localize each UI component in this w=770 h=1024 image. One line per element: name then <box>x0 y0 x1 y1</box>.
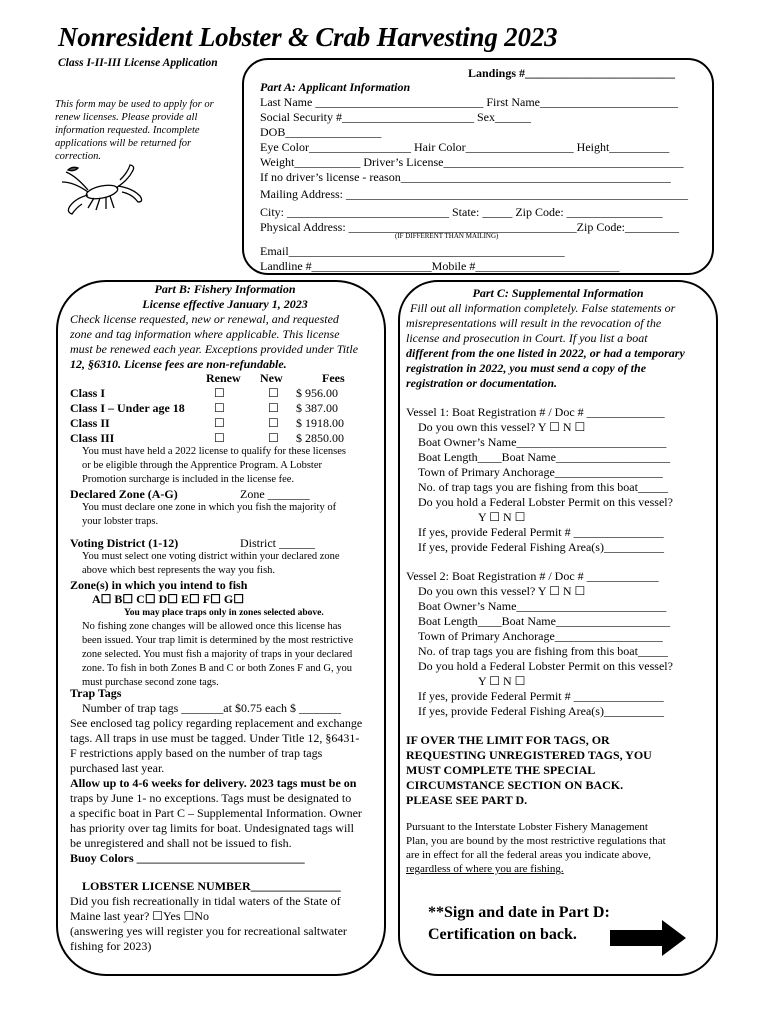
vessel2-federal-area-field[interactable]: If yes, provide Federal Fishing Area(s)__________ <box>418 704 664 718</box>
fees-header: Fees <box>322 371 345 385</box>
class-i-under18-new-checkbox[interactable]: ☐ <box>268 401 279 415</box>
no-license-reason-field[interactable]: If no driver’s license - reason_____________________________________________ <box>260 170 671 184</box>
class-i-label: Class I <box>70 386 106 400</box>
vessel2-length-name-field[interactable]: Boat Length____Boat Name___________________ <box>418 614 670 628</box>
ssn-sex-field[interactable]: Social Security #______________________ Sex______ <box>260 110 531 124</box>
zones-note: You may place traps only in zones selected above. <box>124 608 324 618</box>
arrow-right-icon <box>608 918 688 958</box>
class-iii-fee: $ 2850.00 <box>296 431 344 445</box>
city-state-zip-field[interactable]: City: ___________________________ State: _____ Zip Code: ________________ <box>260 205 663 219</box>
prior-license-note-2: or be eligible through the Apprentice Program. A Lobster <box>82 460 322 471</box>
vessel1-registration-field[interactable]: Vessel 1: Boat Registration # / Doc # _____________ <box>406 405 665 419</box>
voting-note-2: above which best represents the way you fish. <box>82 565 276 576</box>
lobster-license-number-field[interactable]: LOBSTER LICENSE NUMBER_______________ <box>82 879 341 893</box>
last-first-name-field[interactable]: Last Name ____________________________ First Name_______________________ <box>260 95 678 109</box>
zone-change-note-1: No fishing zone changes will be allowed once this license has <box>82 621 342 632</box>
lobster-icon <box>58 162 148 218</box>
physical-address-field[interactable]: Physical Address: ______________________________________Zip Code:_________ <box>260 220 679 234</box>
plan-notice-4: regardless of where you are fishing. <box>406 863 564 875</box>
recreational-question-1: Did you fish recreationally in tidal waters of the State of <box>70 894 341 908</box>
vessel2-trap-tags-field[interactable]: No. of trap tags you are fishing from this boat_____ <box>418 644 668 658</box>
trap-policy-3: F restrictions apply based on the number of trap tags <box>70 746 323 760</box>
part-b-intro-1: Check license requested, new or renewal, and requested <box>70 312 339 326</box>
dob-field[interactable]: DOB________________ <box>260 125 382 139</box>
part-c-intro-3: license and prosecution in Court. If you list a boat <box>406 331 648 345</box>
class-iii-label: Class III <box>70 431 115 445</box>
vessel2-anchorage-field[interactable]: Town of Primary Anchorage__________________ <box>418 629 663 643</box>
vessel2-federal-permit-checkboxes[interactable]: Y ☐ N ☐ <box>478 674 526 688</box>
limit-notice-2: REQUESTING UNREGISTERED TAGS, YOU <box>406 748 652 762</box>
class-i-under18-label: Class I – Under age 18 <box>70 401 185 415</box>
class-i-renew-checkbox[interactable]: ☐ <box>214 386 225 400</box>
class-ii-renew-checkbox[interactable]: ☐ <box>214 416 225 430</box>
vessel1-trap-tags-field[interactable]: No. of trap tags you are fishing from this boat_____ <box>418 480 668 494</box>
class-i-fee: $ 956.00 <box>296 386 338 400</box>
vessel1-anchorage-field[interactable]: Town of Primary Anchorage__________________ <box>418 465 663 479</box>
recreational-note-1: (answering yes will register you for recreational saltwater <box>70 924 347 938</box>
voting-district-field[interactable]: District ______ <box>240 536 315 550</box>
landline-mobile-field[interactable]: Landline #____________________Mobile #________________________ <box>260 259 620 273</box>
mailing-address-field[interactable]: Mailing Address: _________________________________________________________ <box>260 187 688 201</box>
trap-policy-4: purchased last year. <box>70 761 165 775</box>
part-b-subheading: License effective January 1, 2023 <box>142 297 308 311</box>
recreational-note-2: fishing for 2023) <box>70 939 152 953</box>
plan-notice-1: Pursuant to the Interstate Lobster Fishery Management <box>406 821 648 833</box>
vessel2-federal-permit-number-field[interactable]: If yes, provide Federal Permit # _______________ <box>418 689 664 703</box>
part-c-intro-4: different from the one listed in 2022, or had a temporary <box>406 346 685 360</box>
plan-notice-3: are in effect for all the federal areas you indicate above, <box>406 849 652 861</box>
landings-field[interactable]: Landings #_________________________ <box>468 66 676 80</box>
trap-policy-1: See enclosed tag policy regarding replacement and exchange <box>70 716 363 730</box>
part-c-intro-6: registration or documentation. <box>406 376 558 390</box>
vessel1-length-name-field[interactable]: Boat Length____Boat Name___________________ <box>418 450 670 464</box>
prior-license-note-3: Promotion surcharge is included in the license fee. <box>82 474 295 485</box>
class-i-new-checkbox[interactable]: ☐ <box>268 386 279 400</box>
renew-header: Renew <box>206 371 241 385</box>
part-a-heading: Part A: Applicant Information <box>260 80 411 94</box>
class-ii-new-checkbox[interactable]: ☐ <box>268 416 279 430</box>
vessel1-federal-permit-number-field[interactable]: If yes, provide Federal Permit # _______________ <box>418 525 664 539</box>
email-field[interactable]: Email______________________________________________ <box>260 244 565 258</box>
vessel1-federal-permit-checkboxes[interactable]: Y ☐ N ☐ <box>478 510 526 524</box>
vessel1-own-checkboxes[interactable]: Do you own this vessel? Y ☐ N ☐ <box>418 420 586 434</box>
part-b-intro-2: zone and tag information where applicable. This license <box>70 327 340 341</box>
part-b-intro-3: must be renewed each year. Exceptions provided under Title <box>70 342 359 356</box>
plan-notice-2: Plan, you are bound by the most restrictive regulations that <box>406 835 666 847</box>
voting-district-label: Voting District (1-12) <box>70 536 179 550</box>
voting-note-1: You must select one voting district within your declared zone <box>82 551 340 562</box>
class-i-under18-fee: $ 387.00 <box>296 401 338 415</box>
part-c-intro-1: Fill out all information completely. False statements or <box>410 301 676 315</box>
vessel2-owner-name-field[interactable]: Boat Owner’s Name_________________________ <box>418 599 667 613</box>
zone-change-note-3: zone selected. You must fish a majority of traps in your declared <box>82 649 353 660</box>
part-c-intro-5: registration in 2022, you must send a copy of the <box>406 361 647 375</box>
recreational-yes-no-checkboxes[interactable]: Maine last year? ☐Yes ☐No <box>70 909 209 923</box>
vessel2-registration-field[interactable]: Vessel 2: Boat Registration # / Doc # ____________ <box>406 569 659 583</box>
delivery-4: has priority over tag limits for boat. Undesignated tags will <box>70 821 354 835</box>
physical-address-note: (IF DIFFERENT THAN MAILING) <box>395 232 499 240</box>
vessel1-federal-area-field[interactable]: If yes, provide Federal Fishing Area(s)__________ <box>418 540 664 554</box>
trap-tags-field[interactable]: Number of trap tags _______at $0.75 each $ _______ <box>82 701 341 715</box>
vessel2-own-checkboxes[interactable]: Do you own this vessel? Y ☐ N ☐ <box>418 584 586 598</box>
trap-tags-heading: Trap Tags <box>70 686 122 700</box>
trap-policy-2: tags. All traps in use must be tagged. Under Title 12, §6431- <box>70 731 360 745</box>
limit-notice-3: MUST COMPLETE THE SPECIAL <box>406 763 596 777</box>
new-header: New <box>260 371 283 385</box>
delivery-1: Allow up to 4-6 weeks for delivery. 2023 tags must be on <box>70 776 357 790</box>
sign-notice-1: **Sign and date in Part D: <box>428 904 610 921</box>
vessel1-owner-name-field[interactable]: Boat Owner’s Name_________________________ <box>418 435 667 449</box>
zones-heading: Zone(s) in which you intend to fish <box>70 578 248 592</box>
limit-notice-1: IF OVER THE LIMIT FOR TAGS, OR <box>406 733 610 747</box>
class-ii-fee: $ 1918.00 <box>296 416 344 430</box>
form-instructions-note: This form may be used to apply for or renew licenses. Please provide all information requested. Incomplete applications will be returned for correction. <box>55 99 214 162</box>
prior-license-note-1: You must have held a 2022 license to qualify for these licenses <box>82 446 347 457</box>
part-c-heading: Part C: Supplemental Information <box>472 286 644 300</box>
delivery-5: be unregistered and shall not be issued to fish. <box>70 836 292 850</box>
delivery-3: a specific boat in Part C – Supplemental Information. Owner <box>70 806 362 820</box>
form-title: Nonresident Lobster & Crab Harvesting 2023 <box>58 22 558 52</box>
zone-change-note-5: must purchase second zone tags. <box>82 677 219 688</box>
declared-zone-note-2: your lobster traps. <box>82 516 159 527</box>
declared-zone-note-1: You must declare one zone in which you fish the majority of <box>82 502 337 513</box>
limit-notice-4: CIRCUMSTANCE SECTION ON BACK. <box>406 778 624 792</box>
zone-change-note-2: been issued. Your trap limit is determined by the most restrictive <box>82 635 354 646</box>
eye-hair-height-field[interactable]: Eye Color_________________ Hair Color__________________ Height__________ <box>260 140 670 154</box>
zone-change-note-4: zone. To fish in both Zones B and C or both Zones F and G, you <box>82 663 353 674</box>
class-iii-renew-checkbox[interactable]: ☐ <box>214 431 225 445</box>
sign-notice-2: Certification on back. <box>428 926 577 943</box>
part-c-intro-2: misrepresentations will result in the revocation of the <box>406 316 662 330</box>
class-iii-new-checkbox[interactable]: ☐ <box>268 431 279 445</box>
declared-zone-label: Declared Zone (A-G) <box>70 487 178 501</box>
declared-zone-field[interactable]: Zone _______ <box>240 487 310 501</box>
vessel2-federal-permit-question: Do you hold a Federal Lobster Permit on this vessel? <box>418 659 673 673</box>
class-ii-label: Class II <box>70 416 110 430</box>
class-i-under18-renew-checkbox[interactable]: ☐ <box>214 401 225 415</box>
form-subtitle: Class I-II-III License Application <box>58 57 218 69</box>
weight-license-field[interactable]: Weight___________ Driver’s License________________________________________ <box>260 155 684 169</box>
part-b-intro-4: 12, §6310. License fees are non-refundable. <box>70 357 287 371</box>
part-b-heading: Part B: Fishery Information <box>154 282 296 296</box>
vessel1-federal-permit-question: Do you hold a Federal Lobster Permit on this vessel? <box>418 495 673 509</box>
limit-notice-5: PLEASE SEE PART D. <box>406 793 528 807</box>
buoy-colors-field[interactable]: Buoy Colors ____________________________ <box>70 851 305 865</box>
zone-checkboxes[interactable]: A☐ B☐ C☐ D☐ E☐ F☐ G☐ <box>92 592 244 606</box>
delivery-2: traps by June 1- no exceptions. Tags must be designated to <box>70 791 352 805</box>
